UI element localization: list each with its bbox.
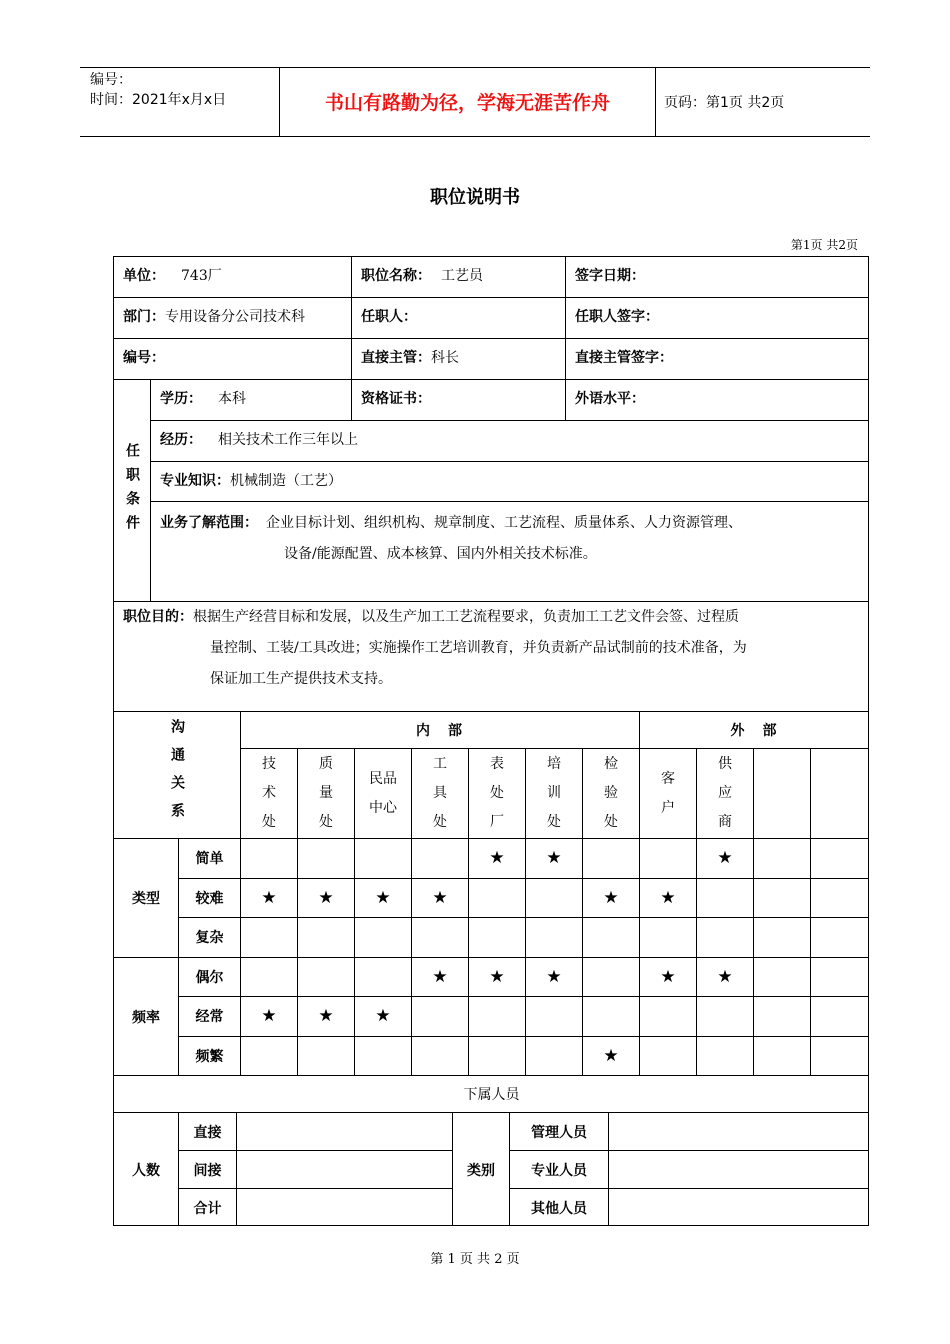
dept-cell — [113, 297, 351, 338]
star-icon: ★ — [603, 888, 619, 909]
comm-mark-cell[interactable] — [240, 996, 297, 1036]
unit-label: 单位： — [123, 268, 165, 284]
comm-mark-cell[interactable] — [468, 1036, 525, 1075]
mgmt-value[interactable] — [608, 1112, 869, 1150]
comm-mark-cell[interactable] — [297, 878, 354, 918]
education-label: 学历： — [160, 391, 202, 407]
purpose-line-3: 保证加工生产提供技术支持。 — [210, 671, 392, 687]
holder-sign-label: 任职人签字： — [575, 309, 659, 325]
comm-mark-cell[interactable] — [468, 957, 525, 997]
star-icon: ★ — [717, 967, 733, 988]
business-value-1: 企业目标计划、组织机构、规章制度、工艺流程、质量体系、人力资源管理、 — [266, 515, 742, 531]
comm-mark-cell[interactable] — [696, 957, 753, 997]
comm-mark-cell[interactable] — [240, 878, 297, 918]
experience-label: 经历： — [160, 432, 202, 448]
experience-value: 相关技术工作三年以上 — [218, 432, 358, 448]
comm-column-label: 检验处 — [604, 756, 618, 830]
comm-mark-cell[interactable] — [810, 996, 869, 1036]
experience-cell — [150, 420, 869, 461]
comm-mark-cell[interactable] — [582, 878, 639, 918]
business-scope-cell — [150, 501, 869, 601]
star-icon: ★ — [603, 1046, 619, 1066]
page-indicator: 第1页 共2页 — [790, 238, 858, 252]
comm-mark-cell[interactable] — [810, 838, 869, 878]
star-icon: ★ — [318, 888, 334, 909]
mgmt-label: 管理人员 — [509, 1112, 608, 1150]
count-label: 人数 — [113, 1112, 178, 1226]
comm-mark-cell[interactable] — [411, 878, 468, 918]
comm-mark-cell[interactable] — [810, 917, 869, 957]
comm-mark-cell[interactable] — [354, 996, 411, 1036]
comm-mark-cell[interactable] — [240, 1036, 297, 1075]
education-value: 本科 — [218, 391, 246, 407]
star-icon: ★ — [432, 967, 448, 988]
direct-label: 直接 — [178, 1112, 236, 1150]
comm-mark-cell[interactable] — [639, 917, 696, 957]
qualifications-section-label: 任职条件 — [113, 379, 150, 601]
header-page-code: 页码：第1页 共2页 — [664, 95, 785, 111]
comm-mark-cell[interactable] — [753, 878, 810, 918]
comm-mark-cell[interactable] — [639, 838, 696, 878]
star-icon: ★ — [261, 1006, 277, 1027]
sign-date-label: 签字日期： — [575, 268, 645, 284]
header-meta — [80, 68, 280, 136]
star-icon: ★ — [375, 888, 391, 909]
language-label: 外语水平： — [575, 391, 645, 407]
knowledge-value: 机械制造（工艺） — [230, 473, 342, 489]
supervisor-value: 科长 — [431, 350, 459, 366]
comm-mark-cell[interactable] — [297, 957, 354, 997]
comm-mark-cell[interactable] — [468, 878, 525, 918]
comm-mark-cell[interactable] — [696, 996, 753, 1036]
comm-mark-cell[interactable] — [525, 878, 582, 918]
comm-mark-cell[interactable] — [810, 1036, 869, 1075]
pro-label: 专业人员 — [509, 1150, 608, 1188]
comm-column-label: 客户 — [661, 770, 675, 816]
purpose-cell — [113, 601, 869, 711]
position-label: 职位名称： — [361, 268, 431, 284]
star-icon: ★ — [432, 888, 448, 909]
comm-mark-cell[interactable] — [240, 838, 297, 878]
total-label: 合计 — [178, 1188, 236, 1226]
star-icon: ★ — [660, 888, 676, 909]
language-cell — [565, 379, 869, 420]
comm-mark-cell[interactable] — [582, 996, 639, 1036]
comm-column-3 — [354, 748, 411, 838]
supervisor-cell — [351, 338, 565, 379]
comm-column-1 — [240, 748, 297, 838]
comm-mark-cell[interactable] — [525, 917, 582, 957]
education-cell — [150, 379, 351, 420]
comm-mark-cell[interactable] — [411, 1036, 468, 1075]
comm-column-label: 培训处 — [547, 756, 561, 830]
page-header — [80, 67, 870, 137]
holder-cell — [351, 297, 565, 338]
comm-mark-cell[interactable] — [696, 917, 753, 957]
comm-mark-cell[interactable] — [240, 917, 297, 957]
comm-mark-cell[interactable] — [240, 957, 297, 997]
purpose-label: 职位目的： — [123, 609, 193, 625]
internal-header: 内 部 — [240, 711, 639, 748]
comm-column-11 — [810, 748, 869, 838]
comm-row-label: 频繁 — [178, 1036, 240, 1075]
comm-row-label: 经常 — [178, 996, 240, 1036]
comm-mark-cell[interactable] — [411, 957, 468, 997]
comm-mark-cell[interactable] — [411, 917, 468, 957]
comm-mark-cell[interactable] — [639, 878, 696, 918]
comm-mark-cell[interactable] — [411, 996, 468, 1036]
comm-row-label: 简单 — [178, 838, 240, 878]
dept-label: 部门： — [123, 309, 165, 325]
comm-column-label: 供应商 — [718, 756, 732, 830]
comm-mark-cell[interactable] — [525, 996, 582, 1036]
comm-column-2 — [297, 748, 354, 838]
star-icon: ★ — [660, 967, 676, 988]
comm-mark-cell[interactable] — [354, 917, 411, 957]
comm-mark-cell[interactable] — [753, 957, 810, 997]
star-icon: ★ — [375, 1006, 391, 1027]
total-value[interactable] — [236, 1188, 452, 1226]
comm-mark-cell[interactable] — [753, 917, 810, 957]
comm-mark-cell[interactable] — [639, 996, 696, 1036]
comm-column-8 — [639, 748, 696, 838]
comm-mark-cell[interactable] — [753, 1036, 810, 1075]
comm-column-label: 质量处 — [319, 756, 333, 830]
comm-column-label: 表处厂 — [490, 756, 504, 830]
category-label: 类别 — [452, 1112, 509, 1226]
business-value-2: 设备/能源配置、成本核算、国内外相关技术标准。 — [284, 546, 597, 562]
purpose-line-1: 根据生产经营目标和发展，以及生产加工工艺流程要求，负责加工工艺文件会签、过程质 — [193, 609, 739, 625]
comm-mark-cell[interactable] — [753, 838, 810, 878]
comm-mark-cell[interactable] — [297, 1036, 354, 1075]
comm-mark-cell[interactable] — [810, 957, 869, 997]
comm-mark-cell[interactable] — [354, 838, 411, 878]
comm-mark-cell[interactable] — [696, 878, 753, 918]
comm-mark-cell[interactable] — [354, 957, 411, 997]
job-description-table — [113, 256, 869, 1226]
comm-column-6 — [525, 748, 582, 838]
indirect-value[interactable] — [236, 1150, 452, 1188]
freq-group-label: 频率 — [113, 957, 178, 1075]
supervisor-sign-cell — [565, 338, 869, 379]
star-icon: ★ — [489, 848, 505, 869]
holder-sign-cell — [565, 297, 869, 338]
comm-column-4 — [411, 748, 468, 838]
comm-mark-cell[interactable] — [468, 838, 525, 878]
comm-mark-cell[interactable] — [582, 917, 639, 957]
type-group-label: 类型 — [113, 838, 178, 957]
star-icon: ★ — [546, 967, 562, 988]
star-icon: ★ — [546, 848, 562, 869]
comm-column-label: 技术处 — [262, 756, 276, 830]
other-label: 其他人员 — [509, 1188, 608, 1226]
knowledge-label: 专业知识： — [160, 473, 230, 489]
star-icon: ★ — [261, 888, 277, 909]
comm-mark-cell[interactable] — [753, 996, 810, 1036]
comm-column-label: 工具处 — [433, 756, 447, 830]
comm-mark-cell[interactable] — [525, 1036, 582, 1075]
comm-mark-cell[interactable] — [639, 957, 696, 997]
communication-section-label: 沟通关系 — [113, 711, 240, 838]
comm-column-7 — [582, 748, 639, 838]
header-motto: 书山有路勤为径，学海无涯苦作舟 — [280, 68, 656, 136]
comm-mark-cell[interactable] — [810, 878, 869, 918]
document-title: 职位说明书 — [430, 187, 520, 208]
supervisor-sign-label: 直接主管签字： — [575, 350, 673, 366]
holder-label: 任职人： — [361, 309, 417, 325]
number-cell — [113, 338, 351, 379]
indirect-label: 间接 — [178, 1150, 236, 1188]
other-value[interactable] — [608, 1188, 869, 1226]
comm-row-label: 复杂 — [178, 917, 240, 957]
comm-mark-cell[interactable] — [696, 838, 753, 878]
star-icon: ★ — [489, 967, 505, 988]
comm-mark-cell[interactable] — [582, 957, 639, 997]
header-number: 编号： — [90, 72, 132, 88]
unit-value: 743厂 — [181, 268, 222, 284]
comm-mark-cell[interactable] — [582, 1036, 639, 1075]
comm-mark-cell[interactable] — [696, 1036, 753, 1075]
star-icon: ★ — [717, 848, 733, 869]
comm-mark-cell[interactable] — [468, 996, 525, 1036]
comm-mark-cell[interactable] — [297, 917, 354, 957]
purpose-line-2: 量控制、工装/工具改进；实施操作工艺培训教育，并负责新产品试制前的技术准备，为 — [210, 640, 747, 656]
star-icon: ★ — [318, 1006, 334, 1027]
comm-row-label: 偶尔 — [178, 957, 240, 997]
knowledge-cell — [150, 461, 869, 501]
comm-mark-cell[interactable] — [639, 1036, 696, 1075]
comm-mark-cell[interactable] — [525, 957, 582, 997]
number-label: 编号： — [123, 350, 165, 366]
comm-column-10 — [753, 748, 810, 838]
unit-cell — [113, 256, 351, 297]
comm-mark-cell[interactable] — [354, 878, 411, 918]
comm-mark-cell[interactable] — [582, 838, 639, 878]
comm-mark-cell[interactable] — [411, 838, 468, 878]
cert-cell — [351, 379, 565, 420]
position-cell — [351, 256, 565, 297]
supervisor-label: 直接主管： — [361, 350, 431, 366]
comm-row-label: 较难 — [178, 878, 240, 918]
position-value: 工艺员 — [441, 268, 483, 284]
sign-date-cell — [565, 256, 869, 297]
cert-label: 资格证书： — [361, 391, 431, 407]
external-header: 外 部 — [639, 711, 869, 748]
comm-mark-cell[interactable] — [354, 1036, 411, 1075]
pro-value[interactable] — [608, 1150, 869, 1188]
comm-mark-cell[interactable] — [525, 838, 582, 878]
comm-column-label: 民品中心 — [369, 770, 397, 816]
comm-mark-cell[interactable] — [468, 917, 525, 957]
dept-value: 专用设备分公司技术科 — [165, 309, 305, 325]
direct-value[interactable] — [236, 1112, 452, 1150]
comm-column-5 — [468, 748, 525, 838]
header-time: 时间：2021年x月x日 — [90, 92, 227, 108]
comm-mark-cell[interactable] — [297, 838, 354, 878]
business-label: 业务了解范围： — [160, 515, 258, 531]
comm-column-9 — [696, 748, 753, 838]
comm-mark-cell[interactable] — [297, 996, 354, 1036]
subordinates-title: 下属人员 — [113, 1075, 869, 1112]
page-footer: 第 1 页 共 2 页 — [430, 1252, 520, 1267]
